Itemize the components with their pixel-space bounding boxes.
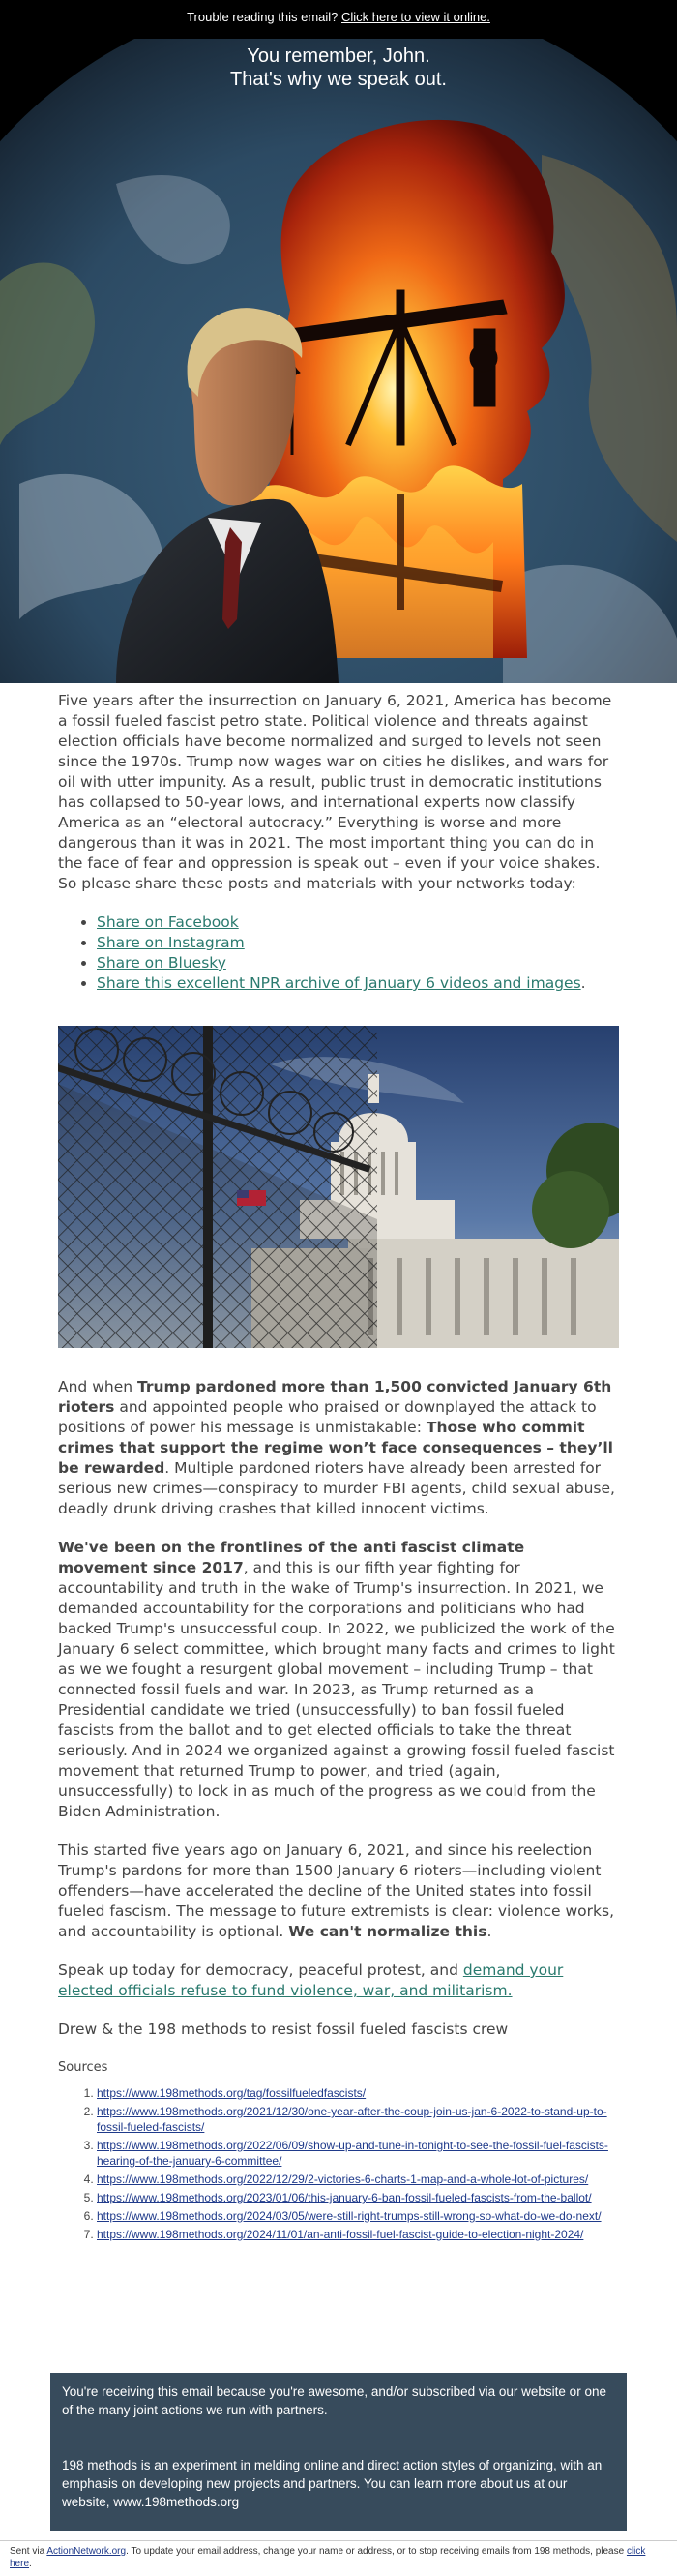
share-facebook-link[interactable]: Share on Facebook xyxy=(97,914,239,931)
email-body xyxy=(0,683,677,994)
normalize-paragraph xyxy=(58,1841,619,1942)
source-link[interactable]: https://www.198methods.org/2024/03/05/were-still-right-trumps-still-wrong-so-what-do-we-do-next/ xyxy=(97,2209,602,2223)
text-span: This started five years ago on January 6, 2021, and since his reelection Trump's pardons for more than 1500 January 6 rioters—including violent offenders—have accelerated the decline of the United states into fossil fueled fascism. The message to future extremists is clear: violence works, and accountability is optional. xyxy=(58,1842,615,1940)
pardons-paragraph xyxy=(58,1377,619,1519)
hero-headline-line2: That's why we speak out. xyxy=(230,69,447,90)
source-link[interactable]: https://www.198methods.org/2022/12/29/2-victories-6-charts-1-map-and-a-whole-lot-of-pictures/ xyxy=(97,2172,589,2186)
list-item xyxy=(97,913,619,933)
email-body-continued xyxy=(0,1377,677,2242)
list-item xyxy=(97,2138,619,2169)
bold-text: We can't normalize this xyxy=(288,1923,487,1940)
text-span: . xyxy=(29,2559,32,2569)
list-item xyxy=(97,2190,619,2205)
text-span: . To update your email address, change your name or address, or to stop receiving emails from 198 methods, please xyxy=(126,2546,627,2557)
sources-list xyxy=(97,2085,619,2242)
text-span: Speak up today for democracy, peaceful protest, and xyxy=(58,1962,463,1979)
npr-archive-link[interactable]: Share this excellent NPR archive of January 6 videos and images xyxy=(97,974,581,992)
footer-about-note: 198 methods is an experiment in melding online and direct action styles of organizing, with an emphasis on developing new projects and partners. You can learn more about us at our website, www.198methods.org xyxy=(62,2458,603,2509)
unsubscribe-link[interactable]: click here xyxy=(10,2546,646,2569)
text-span: And when xyxy=(58,1378,137,1395)
signoff: Drew & the 198 methods to resist fossil fueled fascists crew xyxy=(58,2021,509,2038)
bold-text: We've been on the frontlines of the anti fascist climate movement since 2017 xyxy=(58,1539,525,1576)
list-item xyxy=(97,2227,619,2242)
top-notice-bar xyxy=(0,0,677,39)
list-item xyxy=(97,2172,619,2187)
share-links-list xyxy=(97,913,619,994)
hero-headline xyxy=(0,45,677,91)
earth-oil-collage-graphic xyxy=(0,39,677,683)
bold-text: Trump pardoned more than 1,500 convicted January 6th rioters xyxy=(58,1378,612,1416)
list-item xyxy=(97,2208,619,2224)
text-span: . Multiple pardoned rioters have already been arrested for serious new crimes—conspiracy to murder FBI agents, child sexual abuse, deadly drunk driving crashes that killed innocent victims. xyxy=(58,1459,615,1517)
list-item xyxy=(97,933,619,953)
frontlines-paragraph xyxy=(58,1538,619,1822)
share-instagram-link[interactable]: Share on Instagram xyxy=(97,934,245,951)
sources-heading: Sources xyxy=(58,2060,108,2075)
capitol-fence-graphic xyxy=(58,1026,619,1348)
text-span: Sent via xyxy=(10,2546,47,2557)
text-span: . xyxy=(486,1923,492,1940)
share-bluesky-link[interactable]: Share on Bluesky xyxy=(97,954,226,972)
text-span: , and this is our fifth year fighting for accountability and truth in the wake of Trump's insurrection. In 2021, we demanded accountability for the corporations and politicians who had backed Trump's unsuccessful coup. In 2022, we publicized the work of the January 6 select committee, which brought many facts and crimes to light as we we fought a resurgent global movement – including Trump – that connected fossil fuels and war. In 2023, as Trump returned as a Presidential candidate we tried (unsuccessfully) to ban fossil fueled fascists from the ballot and to get elected officials to take the threat seriously. And in 2024 we organized against a growing fossil fueled fascist movement that returned Trump to power, and tried (again, unsuccessfully) to lock in as much of the progress as we could from the Biden Administration. xyxy=(58,1559,615,1820)
footer-box xyxy=(50,2373,627,2531)
source-link[interactable]: https://www.198methods.org/2022/06/09/show-up-and-tune-in-tonight-to-see-the-fossil-fuel-fascists-hearing-of-the-january-6-committee/ xyxy=(97,2139,608,2168)
footer-subscription-note: You're receiving this email because you're awesome, and/or subscribed via our website or one of the many joint actions we run with partners. xyxy=(62,2384,606,2417)
list-item xyxy=(97,973,619,994)
source-link[interactable]: https://www.198methods.org/2024/11/01/an-anti-fossil-fuel-fascist-guide-to-election-night-2024/ xyxy=(97,2228,584,2241)
source-link[interactable]: https://www.198methods.org/2023/01/06/this-january-6-ban-fossil-fueled-fascists-from-the-ballot/ xyxy=(97,2191,592,2204)
text-span: and appointed people who praised or downplayed the attack to positions of power his message is unmistakable: xyxy=(58,1398,597,1436)
hero-image xyxy=(0,39,677,683)
hero-headline-line1: You remember, John. xyxy=(247,45,430,67)
view-online-link[interactable]: Click here to view it online. xyxy=(341,10,490,24)
source-link[interactable]: https://www.198methods.org/tag/fossilfueledfascists/ xyxy=(97,2086,367,2100)
list-item xyxy=(97,2085,619,2101)
bottom-unsubscribe-bar xyxy=(0,2540,677,2570)
demand-officials-link[interactable]: demand your elected officials refuse to fund violence, war, and militarism. xyxy=(58,1962,564,1999)
actionnetwork-link[interactable]: ActionNetwork.org xyxy=(46,2546,127,2557)
top-notice-text: Trouble reading this email? xyxy=(187,10,342,24)
share-list-period: . xyxy=(580,974,586,992)
source-link[interactable]: https://www.198methods.org/2021/12/30/one-year-after-the-coup-join-us-jan-6-2022-to-stand-up-to-fossil-fueled-fascists/ xyxy=(97,2105,607,2134)
list-item xyxy=(97,2104,619,2135)
list-item xyxy=(97,953,619,973)
intro-paragraph: Five years after the insurrection on January 6, 2021, America has become a fossil fueled fascist petro state. Political violence and threats against election officials have become normalized and surged to levels not seen since the 1970s. Trump now wages war on cities he dislikes, and wars for oil with utter impunity. As a result, public trust in democratic institutions has collapsed to 50-year lows, and international experts now classify America as an “electoral autocracy.” Everything is worse and more dangerous than it was in 2021. The most important thing you can do in the face of fear and oppression is speak out – even if your voice shakes. So please share these posts and materials with your networks today: xyxy=(58,692,612,892)
speak-up-paragraph xyxy=(58,1961,619,2001)
capitol-fence-photo xyxy=(58,1026,619,1348)
bold-text: Those who commit crimes that support the regime won’t face consequences – they’ll be rewarded xyxy=(58,1419,613,1477)
